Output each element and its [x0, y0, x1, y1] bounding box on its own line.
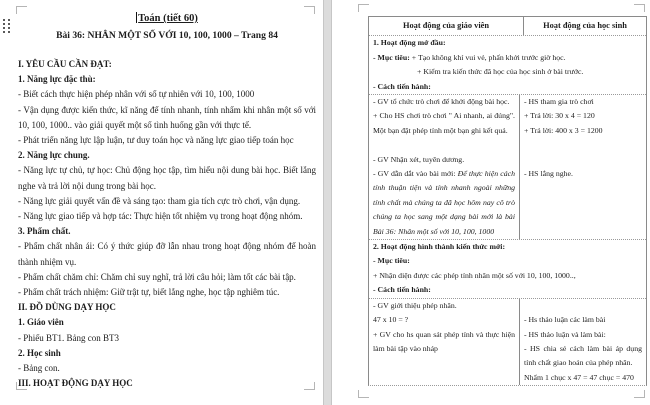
paragraph: + GV cho hs quan sát phép tính và thực hiện làm bài tập vào nháp — [373, 329, 515, 353]
paragraph: - GV dẫn dắt vào bài mới: Để thực hiện cách tính thuận tiện và tính nhanh ngoài những tính chất mà chúng ta đã học hôm nay cô trò chúng ta học sang một dạng bài mới là bài Bài 36: Nhân một số với 10, 100, 1000 — [373, 169, 516, 236]
section-heading-requirements: I. YÊU CẦU CẦN ĐẠT: — [18, 59, 112, 69]
activity1-steps-label: - Cách tiến hành: — [373, 81, 431, 91]
crop-mark-icon — [358, 390, 369, 398]
paragraph: - GV tổ chức trò chơi để khởi động bài học. — [373, 97, 510, 107]
header-student-column: Hoạt động của học sinh — [523, 17, 646, 35]
doc-title: Toán (tiết 60) — [138, 13, 198, 24]
student-cell — [519, 95, 646, 239]
activity1-objective-2: + Kiểm tra kiến thức đã học của học sinh ở bài trước. — [417, 67, 584, 77]
activity2-steps-label: - Cách tiến hành: — [373, 285, 431, 295]
paragraph: - Năng lực tự chủ, tự học: Chủ động học tập, tìm hiểu nội dung bài học. Biết lắng nghe và trả lời nội dung trong bài học. — [18, 165, 316, 191]
paragraph: - HS lắng nghe. — [524, 169, 573, 179]
blank-line — [524, 299, 642, 313]
paragraph: - Năng lực giải quyết vấn đề và sáng tạo: tham gia tích cực trò chơi, vận dụng. — [18, 195, 301, 206]
table-header-row — [369, 17, 646, 36]
blank-line — [524, 138, 642, 152]
subheading-student: 2. Học sinh — [18, 347, 61, 358]
paragraph: - HS thảo luận và làm bài: — [524, 329, 606, 339]
blank-line — [524, 153, 642, 167]
paragraph: Nhẩm 1 chục x 47 = 47 chục = 470 — [524, 372, 634, 382]
paragraph: - HS tham gia trò chơi — [524, 97, 594, 107]
activity1-title: 1. Hoạt động mở đầu: — [373, 38, 446, 48]
crop-mark-icon — [634, 390, 645, 398]
activity1-content-row — [369, 95, 646, 240]
subheading-quality: 3. Phẩm chất. — [18, 226, 71, 237]
teacher-cell — [369, 95, 519, 239]
document-page-1[interactable] — [0, 0, 324, 405]
paragraph: - Phẩm chất nhân ái: Có ý thức giúp đỡ lẫn nhau trong hoạt động nhóm để hoàn thành nhiệm vụ. — [18, 241, 316, 267]
student-cell — [519, 299, 646, 385]
paragraph: - Năng lực giao tiếp và hợp tác: Thực hiện tốt nhiệm vụ trong hoạt động nhóm. — [18, 211, 303, 222]
subheading-general-competence: 2. Năng lực chung. — [18, 150, 90, 161]
lesson-plan-body — [18, 11, 316, 391]
crop-mark-icon — [358, 4, 369, 12]
paragraph: 47 x 10 = ? — [373, 315, 409, 325]
paragraph: + Cho HS chơi trò chơi " Ai nhanh, ai đúng". Một bạn đặt phép tính một bạn ghi kết quả. — [373, 111, 515, 135]
teacher-cell — [369, 299, 519, 385]
activity2-intro-row — [369, 240, 646, 299]
paragraph: - Bảng con. — [18, 363, 60, 374]
text-cursor — [136, 12, 137, 23]
paragraph: + Trả lời: 400 x 3 = 1200 — [524, 125, 603, 135]
paragraph: - Hs thảo luận các làm bài — [524, 315, 606, 325]
activity1-intro-row — [369, 36, 646, 95]
blank-line — [373, 138, 515, 152]
paragraph: - Phát triển năng lực lập luận, tư duy toán học và năng lực giao tiếp toán học — [18, 135, 294, 146]
paragraph: + Trả lời: 30 x 4 = 120 — [524, 111, 595, 121]
paragraph: - Vận dụng được kiến thức, kĩ năng để tính nhanh, tính nhẩm khi nhân một số với 10, 100, 1000.. vào giải quyết một số tình huống gần với thực tế. — [18, 104, 316, 130]
section-heading-activities: III. HOẠT ĐỘNG DẠY HỌC — [18, 378, 133, 389]
document-page-2[interactable] — [331, 0, 650, 405]
activity2-title: 2. Hoạt động hình thành kiến thức mới: — [373, 242, 506, 252]
activity1-objective-line: - Mục tiêu: + Tạo không khí vui vẻ, phấn khởi trước giờ học. — [373, 52, 566, 62]
activity2-content-row — [369, 299, 646, 385]
activity2-objective-1: + Nhận diện được các phép tính nhân một số với 10, 100, 1000.., — [373, 270, 576, 280]
header-teacher-column: Hoạt động của giáo viên — [402, 21, 490, 30]
paragraph: - HS chia sẻ cách làm bài áp dụng tính chất giao hoán của phép nhân. — [524, 343, 642, 368]
subheading-teacher: 1. Giáo viên — [18, 317, 64, 328]
subheading-specific-competence: 1. Năng lực đặc thù: — [18, 74, 96, 85]
paragraph: - Biết cách thực hiện phép nhân với số tự nhiên với 10, 100, 1000 — [18, 89, 255, 100]
paragraph: - Phẩm chất trách nhiệm: Giữ trật tự, biết lắng nghe, học tập nghiêm túc. — [18, 287, 280, 298]
doc-subtitle: Bài 36: NHÂN MỘT SỐ VỚI 10, 100, 1000 – Trang 84 — [56, 30, 278, 41]
paragraph-drag-handle-icon[interactable] — [3, 19, 10, 33]
activities-table[interactable] — [368, 16, 647, 386]
section-heading-materials: II. ĐỒ DÙNG DẠY HỌC — [18, 302, 116, 313]
paragraph: - GV Nhận xét, tuyên dương. — [373, 154, 465, 164]
paragraph: - GV giới thiệu phép nhân. — [373, 300, 457, 310]
activity2-objective-label: - Mục tiêu: — [373, 256, 410, 266]
crop-mark-icon — [634, 4, 645, 12]
paragraph: - Phiếu BT1. Bảng con BT3 — [18, 332, 119, 343]
paragraph: - Phẩm chất chăm chỉ: Chăm chỉ suy nghĩ, trả lời câu hỏi; làm tốt các bài tập. — [18, 271, 296, 282]
